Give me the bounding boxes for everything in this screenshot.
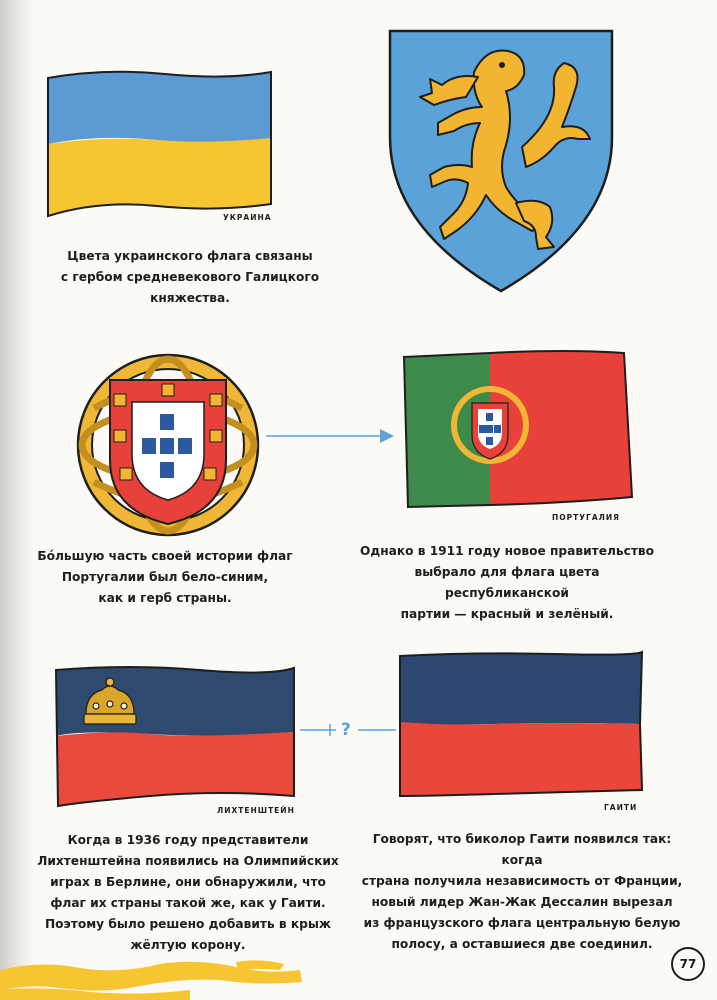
liechtenstein-flag-label: ЛИХТЕНШТЕЙН (217, 806, 295, 815)
page-number: 77 (671, 947, 705, 981)
yellow-paint-stroke (0, 950, 320, 1000)
liechtenstein-caption: Когда в 1936 году представители Лихтенштейна появились на Олимпийских играх в Берлине, они обнаружили, что флаг их страны такой же, как у Гаити. Поэтому было решено добавить в крыж жёлтую корону. (37, 833, 339, 952)
haiti-flag (394, 648, 649, 803)
ukraine-flag-label: УКРАИНА (223, 213, 272, 222)
haiti-flag-label: ГАИТИ (604, 803, 638, 812)
liechtenstein-flag (50, 660, 300, 810)
haiti-caption: Говорят, что биколор Гаити появился так: когда страна получила независимость от Франции, новый лидер Жан-Жак Дессалин вырезал из французского флага центральную белую полосу, а оставшиеся две соединил. (361, 832, 683, 951)
portugal-flag (398, 345, 638, 520)
galicia-coat-of-arms (386, 27, 616, 297)
ukraine-flag (45, 66, 275, 226)
portugal-connector-arrow (266, 426, 396, 446)
portugal-flag-label: ПОРТУГАЛИЯ (552, 513, 620, 522)
portugal-caption-left: Бóльшую часть своей истории флаг Португалии был бело-синим, как и герб страны. (37, 549, 293, 605)
portugal-caption-right: Однако в 1911 году новое правительство выбрало для флага цвета республиканской партии — красный и зелёный. (360, 544, 654, 621)
ukraine-caption: Цвета украинского флага связаны с гербом средневекового Галицкого княжества. (60, 249, 320, 305)
portugal-shield (110, 380, 226, 524)
portugal-armillary-sphere (70, 350, 266, 540)
comparison-question-mark: ? (341, 720, 351, 740)
